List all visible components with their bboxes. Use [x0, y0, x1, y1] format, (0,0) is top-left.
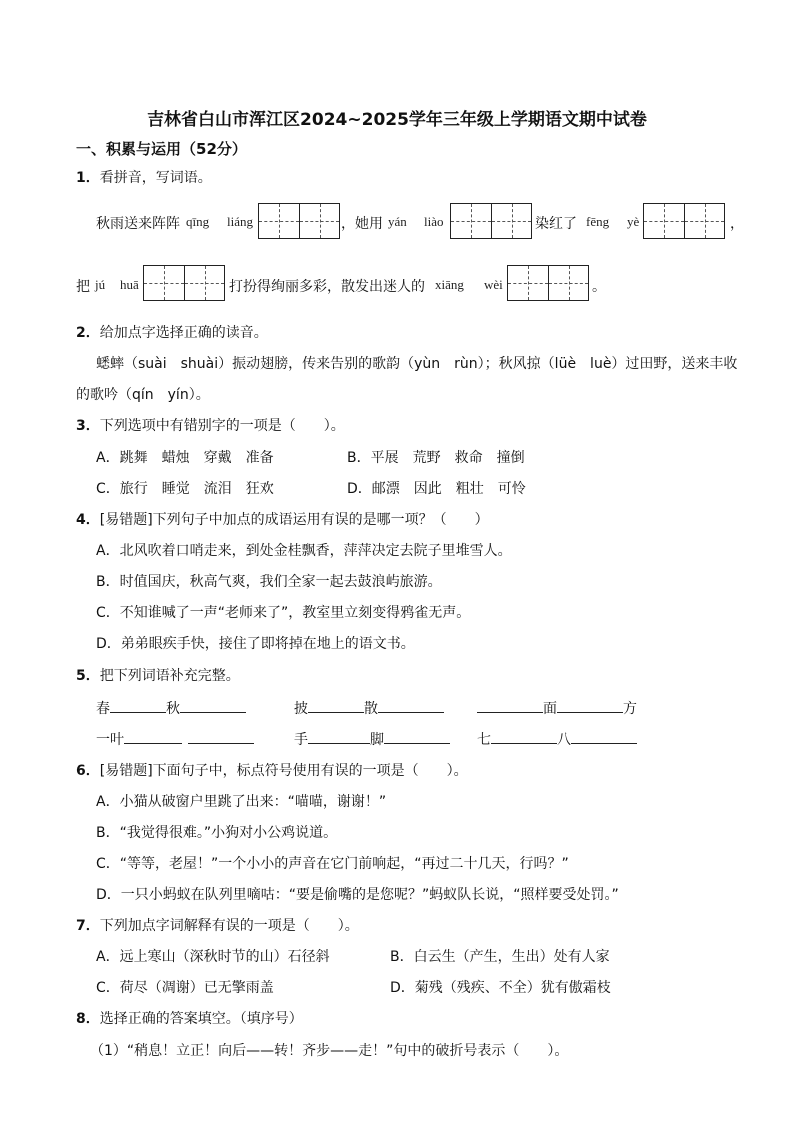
pinyin: huā	[120, 277, 139, 292]
pinyin: wèi	[484, 277, 503, 292]
idiom-row-1	[96, 696, 246, 718]
option-c[interactable]: C．“等等，老屋！”一个小小的声音在它门前响起，“再过二十几天，行吗？”	[96, 856, 569, 872]
idiom-char: 脚	[370, 732, 384, 748]
writing-grid[interactable]	[450, 203, 532, 239]
q1-text-1: 秋雨送来阵阵	[96, 216, 180, 232]
question-number: 6．	[76, 763, 100, 779]
q2-line-2: 的歌吟（qín yín）。	[76, 387, 210, 403]
question-number: 4．	[76, 512, 100, 528]
idiom-char: 八	[557, 732, 571, 748]
fill-blank[interactable]	[557, 696, 623, 713]
option-c[interactable]: C．荷尽（凋谢）已无擎雨盖	[96, 980, 274, 996]
fill-blank[interactable]	[188, 727, 254, 744]
pinyin: yè	[627, 214, 640, 229]
option-a[interactable]: A．小猫从破窗户里跳了出来：“喵喵，谢谢！”	[96, 794, 387, 810]
q1-text-2: ，她用	[341, 216, 383, 232]
fill-blank[interactable]	[384, 727, 450, 744]
idiom-row-2c	[477, 727, 637, 749]
page-title: 吉林省白山市浑江区2024~2025学年三年级上学期语文期中试卷	[147, 110, 647, 130]
fill-blank[interactable]	[180, 696, 246, 713]
fill-blank[interactable]	[308, 696, 364, 713]
fill-blank[interactable]	[491, 727, 557, 744]
option-d[interactable]: D．弟弟眼疾手快，接住了即将掉在地上的语文书。	[96, 636, 415, 652]
question-1	[76, 167, 212, 187]
idiom-char: 七	[477, 732, 491, 748]
question-number: 7．	[76, 918, 100, 934]
option-a[interactable]: A．跳舞 蜡烛 穿戴 准备	[96, 450, 274, 466]
question-2	[76, 322, 268, 342]
pinyin: yán	[388, 214, 407, 229]
pinyin: liào	[424, 214, 444, 229]
question-number: 8．	[76, 1011, 100, 1027]
fill-blank[interactable]	[571, 727, 637, 744]
option-c[interactable]: C．旅行 睡觉 流泪 狂欢	[96, 481, 274, 497]
q1-text-4: ，	[730, 216, 744, 232]
question-8	[76, 1008, 303, 1028]
question-4	[76, 509, 489, 529]
pinyin: jú	[95, 277, 106, 292]
writing-grid[interactable]	[143, 265, 225, 301]
option-c[interactable]: C．不知谁喊了一声“老师来了”，教室里立刻变得鸦雀无声。	[96, 605, 471, 621]
idiom-char: 披	[294, 701, 308, 717]
fill-blank[interactable]	[308, 727, 370, 744]
question-6	[76, 760, 468, 780]
q2-line-1: 蟋蟀（suài shuài）振动翅膀，传来告别的歌韵（yùn rùn）；秋风掠（lüè luè）过田野，送来丰收	[96, 356, 738, 372]
option-b[interactable]: B．白云生（产生，生出）处有人家	[390, 949, 610, 965]
q8-sub-1: （1）“稍息！立正！向后——转！齐步——走！”句中的破折号表示（ ）。	[90, 1043, 569, 1059]
question-stem: 把下列词语补充完整。	[99, 668, 240, 684]
question-number: 1．	[76, 170, 100, 186]
pinyin: xiāng	[435, 277, 464, 292]
question-3	[76, 415, 345, 435]
idiom-row-1b	[294, 696, 444, 718]
idiom-char: 散	[364, 701, 378, 717]
question-number: 5．	[76, 668, 100, 684]
question-stem: 给加点字选择正确的读音。	[99, 325, 268, 341]
option-d[interactable]: D．菊残（残疾、不全）犹有傲霜枝	[390, 980, 611, 996]
option-d[interactable]: D．邮漂 因此 粗壮 可怜	[347, 481, 526, 497]
q1-text-3: 染红了	[535, 216, 577, 232]
option-a[interactable]: A．北风吹着口哨走来，到处金桂飘香，萍萍决定去院子里堆雪人。	[96, 543, 512, 559]
question-stem: 选择正确的答案填空。（填序号）	[99, 1011, 303, 1027]
writing-grid[interactable]	[258, 203, 340, 239]
q1-text-5: 把	[76, 279, 90, 295]
fill-blank[interactable]	[110, 696, 166, 713]
question-7	[76, 915, 359, 935]
idiom-char: 春	[96, 701, 110, 717]
idiom-row-2	[96, 727, 254, 749]
question-stem: [易错题]下列句子中加点的成语运用有误的是哪一项？（ ）	[99, 512, 489, 528]
idiom-char: 手	[294, 732, 308, 748]
writing-grid[interactable]	[643, 203, 725, 239]
option-d[interactable]: D．一只小蚂蚁在队列里嘀咕：“要是偷嘴的是您呢？”蚂蚁队长说，“照样要受处罚。”	[96, 887, 619, 903]
writing-grid[interactable]	[507, 265, 589, 301]
fill-blank[interactable]	[378, 696, 444, 713]
pinyin: qīng	[186, 214, 210, 229]
idiom-row-1c	[477, 696, 637, 718]
option-b[interactable]: B．时值国庆，秋高气爽，我们全家一起去鼓浪屿旅游。	[96, 574, 442, 590]
question-stem: 看拼音，写词语。	[99, 170, 212, 186]
idiom-char: 方	[623, 701, 637, 717]
idiom-char: 一叶	[96, 732, 124, 748]
pinyin: liáng	[227, 214, 253, 229]
question-number: 3．	[76, 418, 100, 434]
question-stem: 下列选项中有错别字的一项是（ ）。	[99, 418, 345, 434]
question-stem: [易错题]下面句子中，标点符号使用有误的一项是（ ）。	[99, 763, 468, 779]
q1-text-7: 。	[592, 279, 606, 295]
fill-blank[interactable]	[477, 696, 543, 713]
section-heading: 一、积累与运用（52分）	[76, 140, 247, 158]
idiom-char: 面	[543, 701, 557, 717]
pinyin: fēng	[586, 214, 610, 229]
option-b[interactable]: B．“我觉得很难。”小狗对小公鸡说道。	[96, 825, 338, 841]
option-b[interactable]: B．平展 荒野 救命 撞倒	[347, 450, 525, 466]
option-a[interactable]: A．远上寒山（深秋时节的山）石径斜	[96, 949, 330, 965]
idiom-row-2b	[294, 727, 450, 749]
idiom-char: 秋	[166, 701, 180, 717]
question-stem: 下列加点字词解释有误的一项是（ ）。	[99, 918, 359, 934]
q1-text-6: 打扮得绚丽多彩，散发出迷人的	[229, 279, 425, 295]
question-number: 2．	[76, 325, 100, 341]
question-5	[76, 665, 240, 685]
fill-blank[interactable]	[124, 727, 182, 744]
